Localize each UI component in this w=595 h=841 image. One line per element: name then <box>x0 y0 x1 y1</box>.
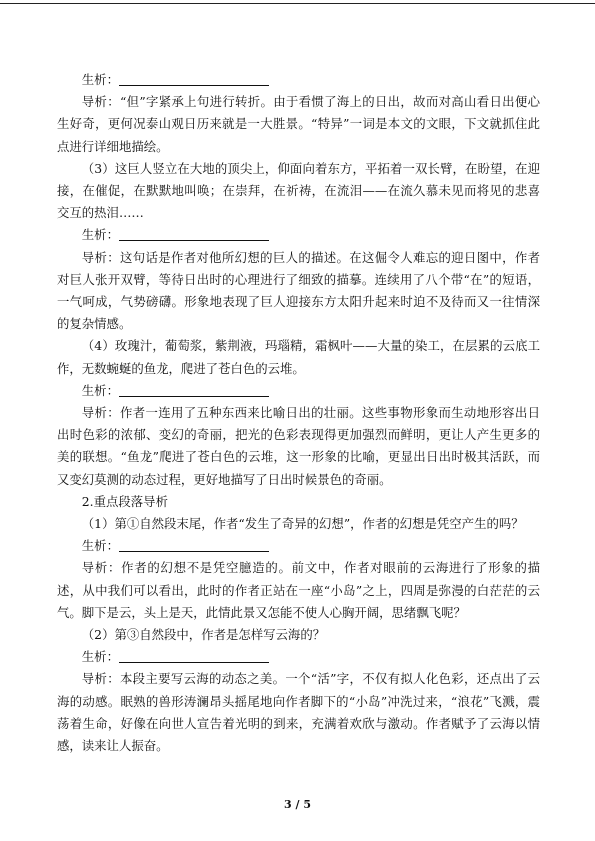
answer-label: 生析： <box>81 382 119 398</box>
answer-label: 生析： <box>81 649 119 665</box>
answer-label: 生析： <box>81 227 119 243</box>
answer-blank-line <box>57 69 540 91</box>
paragraph: （4）玫瑰汁，葡萄浆，紫荆液，玛瑙精，霜枫叶——大量的染工，在层累的云底工作，无数蜿蜒的鱼龙，爬进了苍白色的云堆。 <box>57 338 540 376</box>
paragraph: 导析：本段主要写云海的动态之美。一个“活”字，不仅有拟人化色彩，还点出了云海的动感。眠熟的兽形涛澜昂头摇尾地向作者脚下的“小岛”冲洗过来，“浪花”飞溅，震荡着生命，好像在向世人宣告着光明的到来，充满着欢欣与激动。作者赋予了云海以情感，读来让人振奋。 <box>57 671 540 754</box>
answer-label: 生析： <box>81 538 119 554</box>
answer-label: 生析： <box>81 72 119 87</box>
page-number: 3 / 5 <box>284 798 311 811</box>
paragraph: 导析：作者一连用了五种东西来比喻日出的壮丽。这些事物形象而生动地形容出日出时色彩的浓郁、变幻的奇丽，把光的色彩表现得更加强烈而鲜明，更让人产生更多的美的联想。“鱼龙”爬进了苍白色的云堆，这一形象的比喻，更显出日出时极其活跃，而又变幻莫测的动态过程，更好地描写了日出时候景色的奇丽。 <box>57 405 540 487</box>
header-rule <box>0 3 595 4</box>
fill-in-blank[interactable] <box>119 383 269 397</box>
fill-in-blank[interactable] <box>119 227 269 241</box>
paragraph: 2.重点段落导析 <box>81 493 168 509</box>
paragraph: （1）第①自然段末尾，作者“发生了奇异的幻想”，作者的幻想是凭空产生的吗？ <box>81 516 524 532</box>
paragraph: 导析：这句话是作者对他所幻想的巨人的描述。在这倔令人难忘的迎日图中，作者对巨人张开双臂，等待日出时的心理进行了细致的描摹。连续用了八个带“在”的短语，一气呵成，气势磅礴。形象地表现了巨人迎接东方太阳升起来时迫不及待而又一往情深的复杂情感。 <box>57 249 540 332</box>
fill-in-blank[interactable] <box>119 72 269 86</box>
fill-in-blank[interactable] <box>119 538 269 552</box>
paragraph: 导析：“但”字紧承上句进行转折。由于看惯了海上的日出，故而对高山看日出便心生好奇，更何况泰山观日历来就是一大胜景。“特异”一词是本文的文眼，下文就抓住此点进行详细地描绘。 <box>57 94 540 154</box>
document-body <box>57 69 540 757</box>
answer-blank-line <box>57 535 540 557</box>
paragraph: （3）这巨人竖立在大地的顶尖上，仰面向着东方，平拓着一双长臂，在盼望，在迎接，在催促，在默默地叫唤；在崇拜，在祈祷，在流泪——在流久慕未见而将见的悲喜交互的热泪…… <box>57 160 540 221</box>
fill-in-blank[interactable] <box>119 649 269 663</box>
answer-blank-line <box>57 380 540 402</box>
answer-blank-line <box>57 646 540 668</box>
paragraph: 导析：作者的幻想不是凭空臆造的。前文中，作者对眼前的云海进行了形象的描述，从中我们可以看出，此时的作者正站在一座“小岛”之上，四周是弥漫的白茫茫的云气。脚下是云，头上是天，此情此景又怎能不使人心胸开阔，思绪飘飞呢？ <box>57 560 540 620</box>
answer-blank-line <box>57 224 540 246</box>
paragraph: （2）第③自然段中，作者是怎样写云海的？ <box>81 627 326 643</box>
